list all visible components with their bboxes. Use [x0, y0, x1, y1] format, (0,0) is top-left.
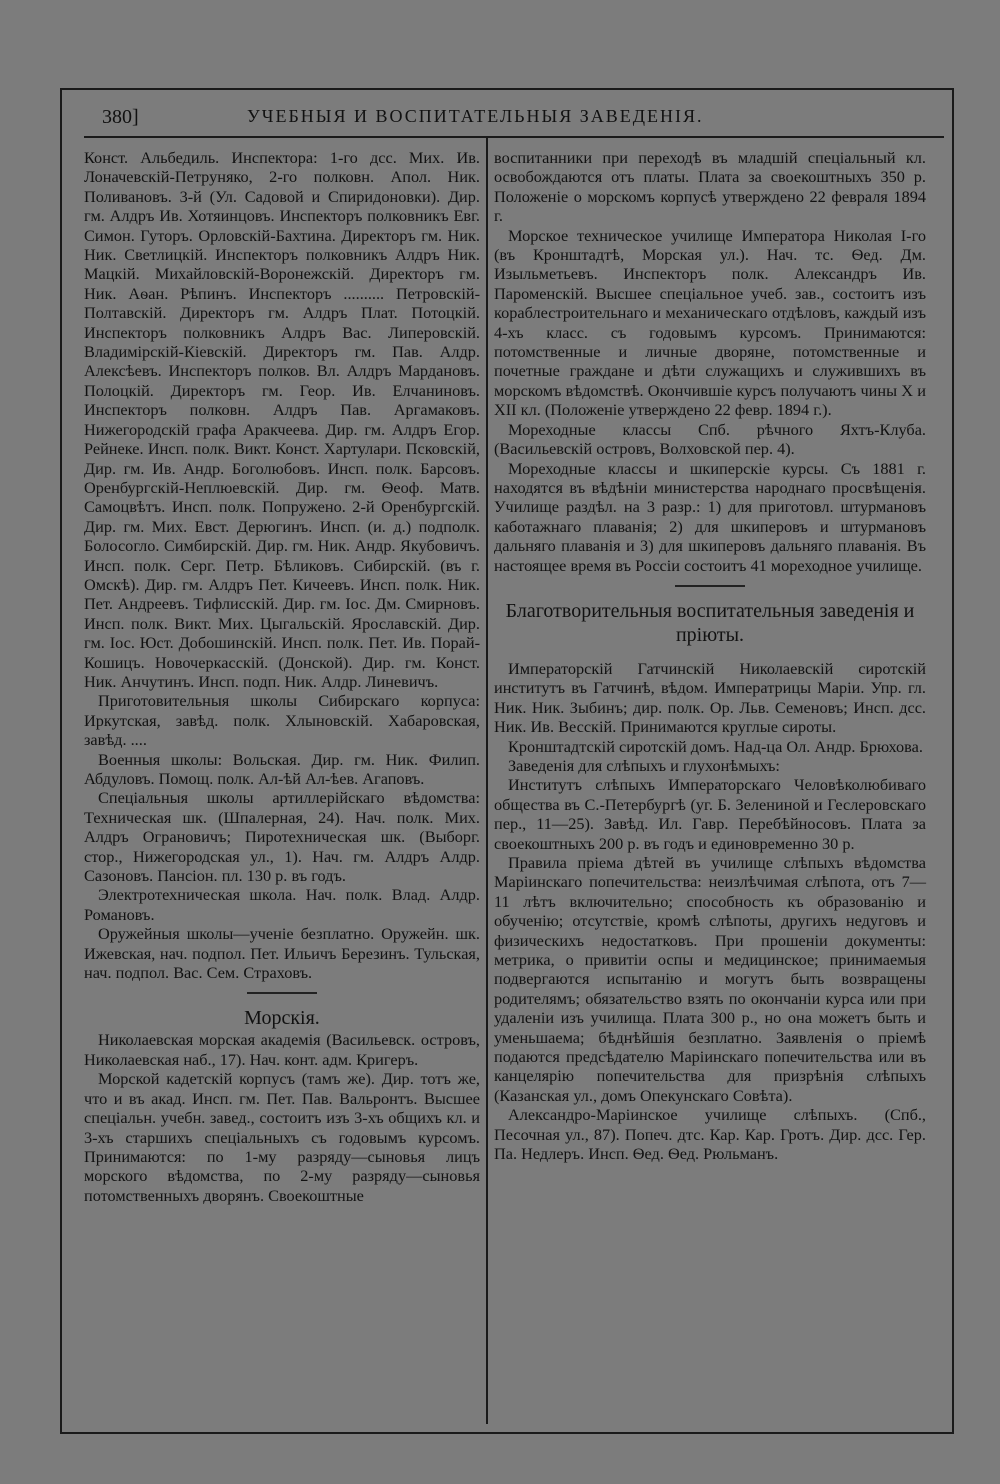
paragraph: Мореходные классы и шкиперскіе курсы. Съ 1881 г. находятся въ вѣдѣніи министерства народнаго просвѣщенія. Училище раздѣл. на 3 разр.: 1) для приготовл. штурмановъ каботажнаго плаванія; 2) для шкиперовъ и штурмановъ дальняго плаванія и 3) для шкиперовъ дальняго плаванія. Въ настоящее время въ Россіи состоитъ 41 мореходное училище. [494, 458, 926, 575]
paragraph: Оружейныя школы—ученіе безплатно. Оружейн. шк. Ижевская, нач. подпол. Пет. Ильичъ Березинъ. Тульская, нач. подпол. Вас. Сем. Страховъ. [84, 924, 480, 983]
paragraph: Электротехническая школа. Нач. полк. Влад. Алдр. Романовъ. [84, 885, 480, 924]
paragraph: Институтъ слѣпыхъ Императорскаго Человѣколюбиваго общества въ С.-Петербургѣ (уг. Б. Зелениной и Геслеровскаго пер., 11—25). Завѣд. Ил. Гавр. Перебѣйносовъ. Плата за своекоштныхъ 200 р. въ годъ и единовременно 30 р. [494, 775, 926, 853]
running-header [102, 102, 932, 132]
paragraph: Спеціальныя школы артиллерійскаго вѣдомства: Техническая шк. (Шпалерная, 24). Нач. полк. Мих. Алдръ Ограновичъ; Пиротехническая шк. (Выборг. стор., Нижегородская ул., 1). Нач. гм. Алдръ Алдр. Сазоновъ. Пансіон. пл. 130 р. въ годъ. [84, 788, 480, 886]
paragraph: Кронштадтскій сиротскій домъ. Над-ца Ол. Андр. Брюхова. [508, 736, 923, 756]
paragraph: Мореходные классы Спб. рѣчного Яхтъ-Клуба. (Васильевскій островъ, Волховской пер. 4). [494, 419, 926, 459]
paragraph: Императорскій Гатчинскій Николаевскій сиротскій институтъ въ Гатчинѣ, вѣдом. Императрицы Маріи. Упр. гл. Ник. Ник. Зыбинъ; дир. полк. Ор. Льв. Семеновъ; Инсп. дсс. Ник. Ив. Весскій. Принимаются круглые сироты. [494, 658, 926, 737]
page-number: 380] [102, 106, 139, 128]
right-column [494, 148, 926, 1164]
section-heading: Благотворительныя воспитательныя заведенія и пріюты. [505, 599, 915, 646]
book-page [60, 88, 954, 1434]
paragraph: Конст. Альбедиль. Инспектора: 1-го дсс. Мих. Ив. Лоначевскій-Петруняко, 2-го полковн. Апол. Ник. Поливановъ. 3-й (Ул. Садовой и Спиридоновки). Дир. гм. Алдръ Ив. Хотяинцовъ. Инспекторъ полковникъ Евг. Симон. Гуторъ. Орловскій-Бахтина. Директоръ гм. Ник. Ник. Светлицкій. Инспекторъ полковникъ Алдръ Ник. Мацкій. Михайловскій-Воронежскій. Директоръ гм. Ник. Аѳан. Рѣпинъ. Инспекторъ .......... Петровскій-Полтавскій. Директоръ гм. Алдръ Плат. Потоцкій. Инспекторъ полковникъ Алдръ Вас. Липеровскій. Владимірскій-Кіевскій. Директоръ гм. Пав. Алдр. Алексѣевъ. Инспекторъ полков. Вл. Алдръ Мардановъ. Полоцкій. Директоръ гм. Геор. Ив. Елчаниновъ. Инспекторъ полковн. Алдръ Пав. Аргамаковъ. Нижегородскій графа Аракчеева. Дир. гм. Алдръ Егор. Рейнеке. Инсп. полк. Викт. Конст. Хартулари. Псковскій, Дир. гм. Ив. Андр. Боголюбовъ. Инсп. полк. Барсовъ. Оренбургскій-Неплюевскій. Дир. гм. Ѳеоф. Матв. Самоцвѣтъ. Инсп. полк. Попружено. 2-й Оренбургскій. Дир. гм. Мих. Евст. Дерюгинъ. Инсп. (и. д.) подполк. Болосогло. Симбирскій. Дир. гм. Ник. Андр. Якубовичъ. Инсп. полк. Серг. Петр. Бѣликовъ. Сибирскій. (въ г. Омскѣ). Дир. гм. Алдръ Пет. Кичеевъ. Инсп. полк. Ник. Пет. Андреевъ. Тифлисскій. Дир. гм. Іос. Дм. Смирновъ. Инсп. полк. Викт. Мих. Цыгальскій. Ярославскій. Дир. гм. Іос. Юст. Добошинскій. Инсп. полк. Пет. Ив. Порай-Кошицъ. Новочеркасскій. (Донской). Дир. гм. Конст. Ник. Анчутинъ. Инсп. подп. Ник. Алдр. Линевичъ. [84, 148, 480, 691]
running-title: УЧЕБНЫЯ И ВОСПИТАТЕЛЬНЫЯ ЗАВЕДЕНІЯ. [247, 106, 704, 126]
left-column [84, 148, 480, 1205]
paragraph: Николаевская морская академія (Васильевск. островъ, Николаевская наб., 17). Нач. конт. адм. Кригеръ. [84, 1030, 480, 1069]
paragraph: Военныя школы: Вольская. Дир. гм. Ник. Филип. Абдуловъ. Помощ. полк. Ал-ѣй Ал-ѣев. Агаповъ. [84, 749, 480, 788]
paragraph: воспитанники при переходѣ въ младшій спеціальный кл. освобождаются отъ платы. Плата за своекоштныхъ 350 р. Положеніе о морскомъ корпусѣ утверждено 22 февраля 1894 г. [494, 148, 926, 226]
paragraph: Морской кадетскій корпусъ (тамъ же). Дир. тотъ же, что и въ акад. Инсп. гм. Пет. Пав. Вальронтъ. Высшее спеціальн. учебн. завед., состоитъ изъ 3-хъ общихъ кл. и 3-хъ старшихъ спеціальныхъ съ годовымъ курсомъ. Принимаются: по 1-му разряду—сыновья лицъ морского вѣдомства, по 2-му разряду—сыновья потомственныхъ дворянъ. Своекоштные [84, 1069, 480, 1205]
paragraph: Морское техническое училище Императора Николая I-го (въ Кронштадтѣ, Морская ул.). Нач. тс. Ѳед. Дм. Изыльметьевъ. Инспекторъ полк. Александръ Ив. Пароменскій. Высшее спеціальное учеб. зав., состоитъ изъ кораблестроительнаго и механическаго отдѣловъ, каждый изъ 4-хъ класс. съ годовымъ курсомъ. Принимаются: потомственные и личные дворяне, потомственные и почетные граждане и дѣти служащихъ и служившихъ въ морскомъ вѣдомствѣ. Окончившіе курсъ получаютъ чины X и XII кл. (Положеніе утверждено 22 февр. 1894 г.). [494, 225, 926, 420]
column-divider [486, 136, 488, 1424]
paragraph: Приготовительныя школы Сибирскаго корпуса: Иркутская, завѣд. полк. Хлыновскій. Хабаровская, завѣд. .... [84, 691, 480, 750]
paragraph: Правила пріема дѣтей въ училище слѣпыхъ вѣдомства Маріинскаго попечительства: неизлѣчимая слѣпота, отъ 7—11 лѣтъ включительно; способность къ образованію и обученію; отсутствіе, кромѣ слѣпоты, другихъ недуговъ и физическихъ недостатковъ. При прошеніи документы: метрика, о привитіи оспы и медицинское; принимаемыя подвергаются испытанію и могутъ быть возвращены родителямъ; обязательство взять по окончаніи курса или при удаленіи изъ училища. Плата 300 р., но она можетъ быть и уменьшаема; бѣднѣйшія безплатно. Заявленія о пріемѣ подаются предсѣдателю Маріинскаго попечительства или въ канцелярію попечительства для призрѣнія слѣпыхъ (Казанская ул., домъ Опекунскаго Совѣта). [494, 853, 926, 1105]
section-separator [247, 992, 317, 994]
paragraph: Заведенія для слѣпыхъ и глухонѣмыхъ: [508, 755, 780, 775]
header-rule [84, 136, 944, 138]
section-separator [675, 585, 745, 587]
section-heading: Морскія. [244, 1007, 320, 1030]
paragraph: Александро-Маріинское училище слѣпыхъ. (Спб., Песочная ул., 87). Попеч. дтс. Кар. Кар. Гротъ. Дир. дсс. Гер. Па. Недлеръ. Инсп. Ѳед. Ѳед. Рюльманъ. [494, 1105, 926, 1164]
